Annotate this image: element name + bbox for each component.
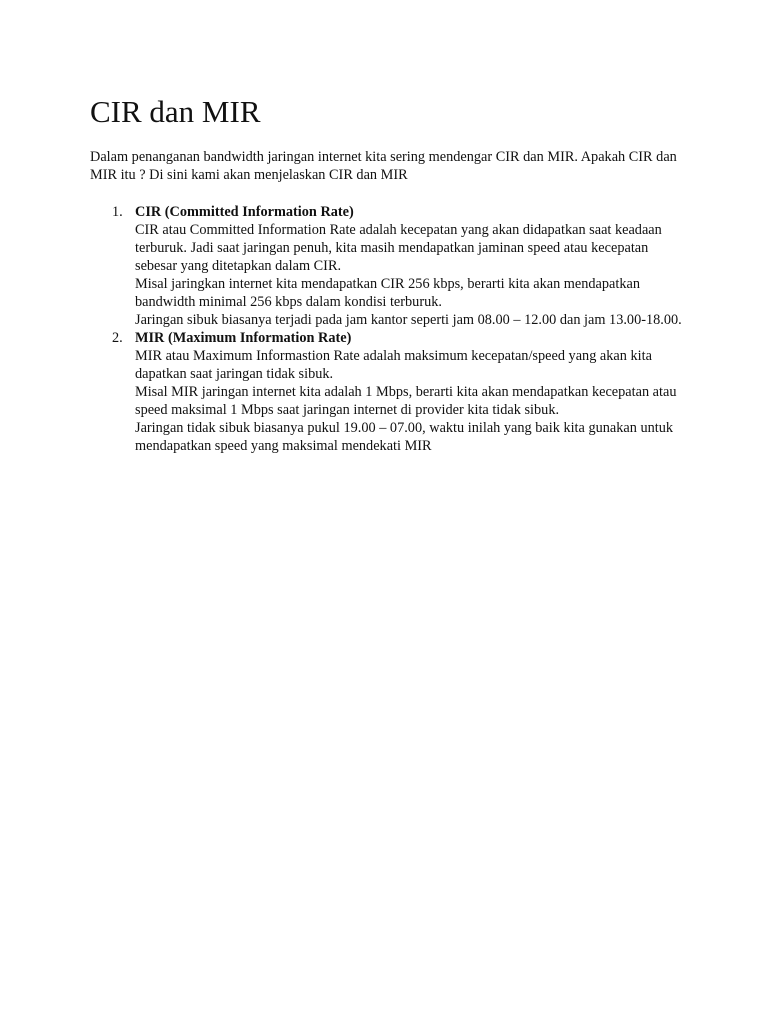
item-text-mir-idle-hours: Jaringan tidak sibuk biasanya pukul 19.00 – 07.00, waktu inilah yang baik kita gunakan untuk mendapatkan speed yang maksimal mendekati MIR [135, 420, 674, 454]
document-page [90, 92, 690, 455]
item-text-mir-definition: MIR atau Maximum Informastion Rate adalah maksimum kecepatan/speed yang akan kita dapatkan saat jaringan tidak sibuk. [135, 348, 652, 382]
list-item-mir [90, 329, 690, 455]
item-text-cir-busy-hours: Jaringan sibuk biasanya terjadi pada jam kantor seperti jam 08.00 – 12.00 dan jam 13.00-18.00. [135, 312, 682, 328]
item-text-mir-example: Misal MIR jaringan internet kita adalah 1 Mbps, berarti kita akan mendapatkan kecepatan atau speed maksimal 1 Mbps saat jaringan internet di provider kita tidak sibuk. [135, 384, 677, 418]
list-item-cir [90, 203, 690, 329]
list-number: 1. [112, 204, 123, 220]
page-title: CIR dan MIR [90, 94, 261, 129]
intro-paragraph: Dalam penanganan bandwidth jaringan internet kita sering mendengar CIR dan MIR. Apakah CIR dan MIR itu ? Di sini kami akan menjelaskan CIR dan MIR [90, 149, 677, 183]
definition-list [90, 203, 690, 455]
item-title-cir: CIR (Committed Information Rate) [135, 204, 354, 220]
item-title-mir: MIR (Maximum Information Rate) [135, 330, 352, 346]
item-text-cir-definition: CIR atau Committed Information Rate adalah kecepatan yang akan didapatkan saat keadaan terburuk. Jadi saat jaringan penuh, kita masih mendapatkan jaminan speed atau kecepatan sebesar yang ditetapkan dalam CIR. [135, 222, 662, 274]
list-number: 2. [112, 330, 123, 346]
item-text-cir-example: Misal jaringkan internet kita mendapatkan CIR 256 kbps, berarti kita akan mendapatkan bandwidth minimal 256 kbps dalam kondisi terburuk. [135, 276, 641, 310]
